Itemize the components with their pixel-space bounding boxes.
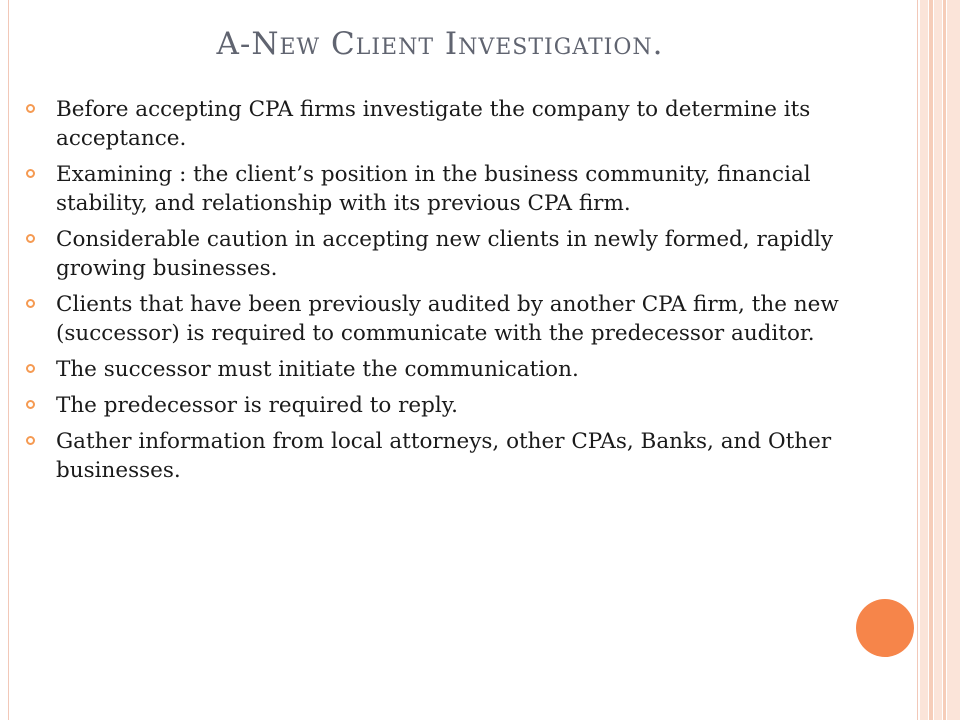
bullet-item <box>26 290 856 348</box>
bullet-ring-icon <box>26 299 35 308</box>
decorative-orange-circle <box>856 599 914 657</box>
bullet-text: Gather information from local attorneys, other CPAs, Banks, and Other businesses. <box>56 429 832 483</box>
left-border-line <box>8 0 9 720</box>
right-stripe <box>947 0 960 720</box>
bullet-ring-icon <box>26 169 35 178</box>
right-stripe <box>929 0 933 720</box>
bullet-text: The successor must initiate the communication. <box>56 357 579 382</box>
bullet-text: Examining : the client’s position in the business community, financial stability, and relationship with its previous CPA firm. <box>56 162 811 216</box>
bullet-ring-icon <box>26 364 35 373</box>
bullet-item <box>26 160 856 218</box>
right-stripe <box>934 0 942 720</box>
bullet-item <box>26 355 856 384</box>
bullet-text: Considerable caution in accepting new clients in newly formed, rapidly growing businesses. <box>56 227 833 281</box>
bullet-item <box>26 95 856 153</box>
bullet-ring-icon <box>26 234 35 243</box>
bullet-item <box>26 391 856 420</box>
bullet-text: Before accepting CPA firms investigate the company to determine its acceptance. <box>56 97 811 151</box>
bullet-item <box>26 225 856 283</box>
slide-title: A-New Client Investigation. <box>216 26 664 62</box>
right-stripe <box>943 0 946 720</box>
bullet-list <box>26 95 856 492</box>
bullet-text: The predecessor is required to reply. <box>56 393 458 418</box>
bullet-ring-icon <box>26 400 35 409</box>
bullet-ring-icon <box>26 436 35 445</box>
bullet-item <box>26 427 856 485</box>
bullet-ring-icon <box>26 104 35 113</box>
bullet-text: Clients that have been previously audited by another CPA firm, the new (successor) is required to communicate with the predecessor auditor. <box>56 292 839 346</box>
right-border-line <box>917 0 918 720</box>
right-stripe <box>920 0 928 720</box>
